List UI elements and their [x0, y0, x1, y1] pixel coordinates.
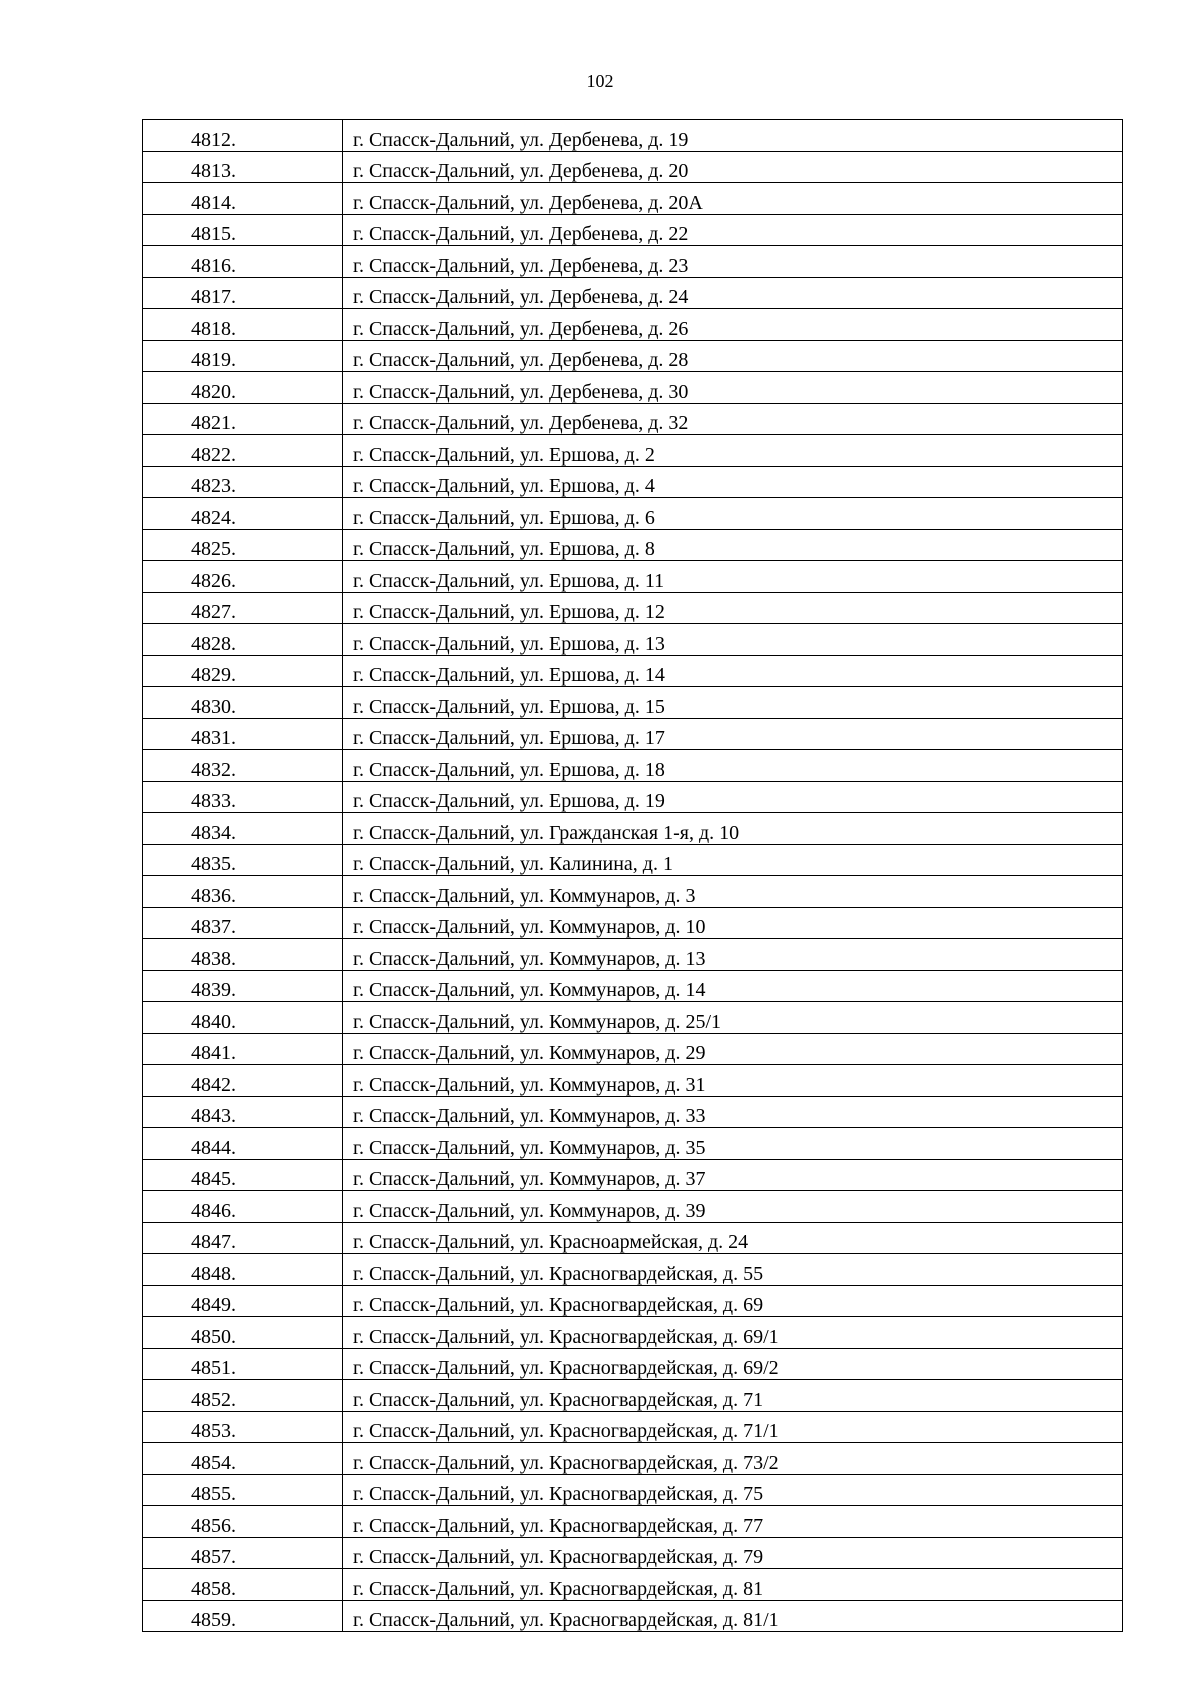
address-cell: г. Спасск-Дальний, ул. Красногвардейская, д. 55 [343, 1254, 1123, 1286]
table-row [143, 340, 1123, 372]
row-number-cell: 4814. [143, 183, 343, 215]
row-number-cell: 4834. [143, 813, 343, 845]
address-cell: г. Спасск-Дальний, ул. Ершова, д. 17 [343, 718, 1123, 750]
address-cell: г. Спасск-Дальний, ул. Красногвардейская, д. 69/1 [343, 1317, 1123, 1349]
table-row [143, 1191, 1123, 1223]
row-number-cell: 4856. [143, 1506, 343, 1538]
address-cell: г. Спасск-Дальний, ул. Коммунаров, д. 3 [343, 876, 1123, 908]
table-row [143, 1254, 1123, 1286]
address-cell: г. Спасск-Дальний, ул. Красногвардейская, д. 73/2 [343, 1443, 1123, 1475]
address-cell: г. Спасск-Дальний, ул. Дербенева, д. 24 [343, 277, 1123, 309]
address-cell: г. Спасск-Дальний, ул. Дербенева, д. 19 [343, 120, 1123, 152]
row-number-cell: 4858. [143, 1569, 343, 1601]
address-cell: г. Спасск-Дальний, ул. Ершова, д. 4 [343, 466, 1123, 498]
row-number-cell: 4852. [143, 1380, 343, 1412]
table-row [143, 1411, 1123, 1443]
row-number-cell: 4848. [143, 1254, 343, 1286]
address-cell: г. Спасск-Дальний, ул. Красногвардейская, д. 81/1 [343, 1600, 1123, 1632]
row-number-cell: 4821. [143, 403, 343, 435]
row-number-cell: 4847. [143, 1222, 343, 1254]
page-number: 102 [586, 71, 614, 91]
table-row [143, 561, 1123, 593]
address-cell: г. Спасск-Дальний, ул. Красногвардейская, д. 69 [343, 1285, 1123, 1317]
address-cell: г. Спасск-Дальний, ул. Коммунаров, д. 29 [343, 1033, 1123, 1065]
row-number-cell: 4813. [143, 151, 343, 183]
address-cell: г. Спасск-Дальний, ул. Красногвардейская, д. 79 [343, 1537, 1123, 1569]
table-row [143, 1506, 1123, 1538]
row-number-cell: 4832. [143, 750, 343, 782]
table-row [143, 844, 1123, 876]
row-number-cell: 4830. [143, 687, 343, 719]
row-number-cell: 4823. [143, 466, 343, 498]
table-row [143, 151, 1123, 183]
row-number-cell: 4812. [143, 120, 343, 152]
row-number-cell: 4846. [143, 1191, 343, 1223]
table-row [143, 1348, 1123, 1380]
address-cell: г. Спасск-Дальний, ул. Ершова, д. 19 [343, 781, 1123, 813]
address-cell: г. Спасск-Дальний, ул. Красногвардейская, д. 71/1 [343, 1411, 1123, 1443]
table-row [143, 907, 1123, 939]
row-number-cell: 4833. [143, 781, 343, 813]
row-number-cell: 4831. [143, 718, 343, 750]
address-cell: г. Спасск-Дальний, ул. Коммунаров, д. 37 [343, 1159, 1123, 1191]
row-number-cell: 4857. [143, 1537, 343, 1569]
row-number-cell: 4844. [143, 1128, 343, 1160]
address-cell: г. Спасск-Дальний, ул. Красногвардейская, д. 81 [343, 1569, 1123, 1601]
table-row [143, 403, 1123, 435]
address-cell: г. Спасск-Дальний, ул. Красногвардейская, д. 75 [343, 1474, 1123, 1506]
address-table [142, 119, 1123, 1632]
table-row [143, 750, 1123, 782]
address-cell: г. Спасск-Дальний, ул. Ершова, д. 14 [343, 655, 1123, 687]
row-number-cell: 4822. [143, 435, 343, 467]
table-row [143, 1128, 1123, 1160]
row-number-cell: 4817. [143, 277, 343, 309]
address-cell: г. Спасск-Дальний, ул. Дербенева, д. 26 [343, 309, 1123, 341]
table-row [143, 1096, 1123, 1128]
row-number-cell: 4838. [143, 939, 343, 971]
address-cell: г. Спасск-Дальний, ул. Дербенева, д. 20 [343, 151, 1123, 183]
row-number-cell: 4816. [143, 246, 343, 278]
address-cell: г. Спасск-Дальний, ул. Ершова, д. 13 [343, 624, 1123, 656]
address-cell: г. Спасск-Дальний, ул. Ершова, д. 8 [343, 529, 1123, 561]
table-row [143, 1002, 1123, 1034]
row-number-cell: 4819. [143, 340, 343, 372]
row-number-cell: 4843. [143, 1096, 343, 1128]
table-row [143, 1569, 1123, 1601]
row-number-cell: 4824. [143, 498, 343, 530]
table-row [143, 214, 1123, 246]
table-row [143, 1285, 1123, 1317]
address-cell: г. Спасск-Дальний, ул. Красноармейская, д. 24 [343, 1222, 1123, 1254]
address-cell: г. Спасск-Дальний, ул. Красногвардейская, д. 69/2 [343, 1348, 1123, 1380]
row-number-cell: 4836. [143, 876, 343, 908]
address-cell: г. Спасск-Дальний, ул. Дербенева, д. 30 [343, 372, 1123, 404]
table-row [143, 246, 1123, 278]
address-cell: г. Спасск-Дальний, ул. Коммунаров, д. 39 [343, 1191, 1123, 1223]
table-row [143, 1317, 1123, 1349]
address-cell: г. Спасск-Дальний, ул. Коммунаров, д. 33 [343, 1096, 1123, 1128]
table-row [143, 120, 1123, 152]
row-number-cell: 4851. [143, 1348, 343, 1380]
row-number-cell: 4850. [143, 1317, 343, 1349]
row-number-cell: 4841. [143, 1033, 343, 1065]
row-number-cell: 4849. [143, 1285, 343, 1317]
address-cell: г. Спасск-Дальний, ул. Гражданская 1-я, д. 10 [343, 813, 1123, 845]
table-row [143, 781, 1123, 813]
row-number-cell: 4818. [143, 309, 343, 341]
address-cell: г. Спасск-Дальний, ул. Ершова, д. 2 [343, 435, 1123, 467]
table-row [143, 939, 1123, 971]
row-number-cell: 4835. [143, 844, 343, 876]
address-cell: г. Спасск-Дальний, ул. Дербенева, д. 22 [343, 214, 1123, 246]
table-row [143, 277, 1123, 309]
table-row [143, 1065, 1123, 1097]
table-row [143, 183, 1123, 215]
table-row [143, 1474, 1123, 1506]
address-cell: г. Спасск-Дальний, ул. Коммунаров, д. 10 [343, 907, 1123, 939]
table-row [143, 529, 1123, 561]
address-cell: г. Спасск-Дальний, ул. Красногвардейская, д. 71 [343, 1380, 1123, 1412]
address-cell: г. Спасск-Дальний, ул. Дербенева, д. 23 [343, 246, 1123, 278]
address-cell: г. Спасск-Дальний, ул. Ершова, д. 15 [343, 687, 1123, 719]
address-table-body [143, 120, 1123, 1632]
row-number-cell: 4859. [143, 1600, 343, 1632]
table-row [143, 876, 1123, 908]
row-number-cell: 4815. [143, 214, 343, 246]
address-cell: г. Спасск-Дальний, ул. Ершова, д. 18 [343, 750, 1123, 782]
address-cell: г. Спасск-Дальний, ул. Дербенева, д. 32 [343, 403, 1123, 435]
table-row [143, 1380, 1123, 1412]
table-row [143, 624, 1123, 656]
row-number-cell: 4837. [143, 907, 343, 939]
table-row [143, 1600, 1123, 1632]
row-number-cell: 4828. [143, 624, 343, 656]
row-number-cell: 4854. [143, 1443, 343, 1475]
address-cell: г. Спасск-Дальний, ул. Калинина, д. 1 [343, 844, 1123, 876]
row-number-cell: 4842. [143, 1065, 343, 1097]
table-row [143, 1537, 1123, 1569]
table-row [143, 718, 1123, 750]
row-number-cell: 4840. [143, 1002, 343, 1034]
row-number-cell: 4825. [143, 529, 343, 561]
address-cell: г. Спасск-Дальний, ул. Ершова, д. 12 [343, 592, 1123, 624]
row-number-cell: 4826. [143, 561, 343, 593]
table-row [143, 309, 1123, 341]
table-row [143, 970, 1123, 1002]
address-cell: г. Спасск-Дальний, ул. Коммунаров, д. 13 [343, 939, 1123, 971]
address-cell: г. Спасск-Дальний, ул. Ершова, д. 6 [343, 498, 1123, 530]
address-cell: г. Спасск-Дальний, ул. Коммунаров, д. 25/1 [343, 1002, 1123, 1034]
table-row [143, 1443, 1123, 1475]
row-number-cell: 4829. [143, 655, 343, 687]
row-number-cell: 4853. [143, 1411, 343, 1443]
table-row [143, 466, 1123, 498]
row-number-cell: 4839. [143, 970, 343, 1002]
row-number-cell: 4855. [143, 1474, 343, 1506]
address-cell: г. Спасск-Дальний, ул. Ершова, д. 11 [343, 561, 1123, 593]
row-number-cell: 4827. [143, 592, 343, 624]
row-number-cell: 4845. [143, 1159, 343, 1191]
address-cell: г. Спасск-Дальний, ул. Коммунаров, д. 35 [343, 1128, 1123, 1160]
address-cell: г. Спасск-Дальний, ул. Коммунаров, д. 14 [343, 970, 1123, 1002]
address-cell: г. Спасск-Дальний, ул. Красногвардейская, д. 77 [343, 1506, 1123, 1538]
address-cell: г. Спасск-Дальний, ул. Дербенева, д. 20А [343, 183, 1123, 215]
table-row [143, 592, 1123, 624]
table-row [143, 655, 1123, 687]
table-row [143, 687, 1123, 719]
address-cell: г. Спасск-Дальний, ул. Дербенева, д. 28 [343, 340, 1123, 372]
table-row [143, 435, 1123, 467]
table-row [143, 372, 1123, 404]
row-number-cell: 4820. [143, 372, 343, 404]
table-row [143, 1159, 1123, 1191]
table-row [143, 1033, 1123, 1065]
table-row [143, 813, 1123, 845]
table-row [143, 1222, 1123, 1254]
address-cell: г. Спасск-Дальний, ул. Коммунаров, д. 31 [343, 1065, 1123, 1097]
table-row [143, 498, 1123, 530]
